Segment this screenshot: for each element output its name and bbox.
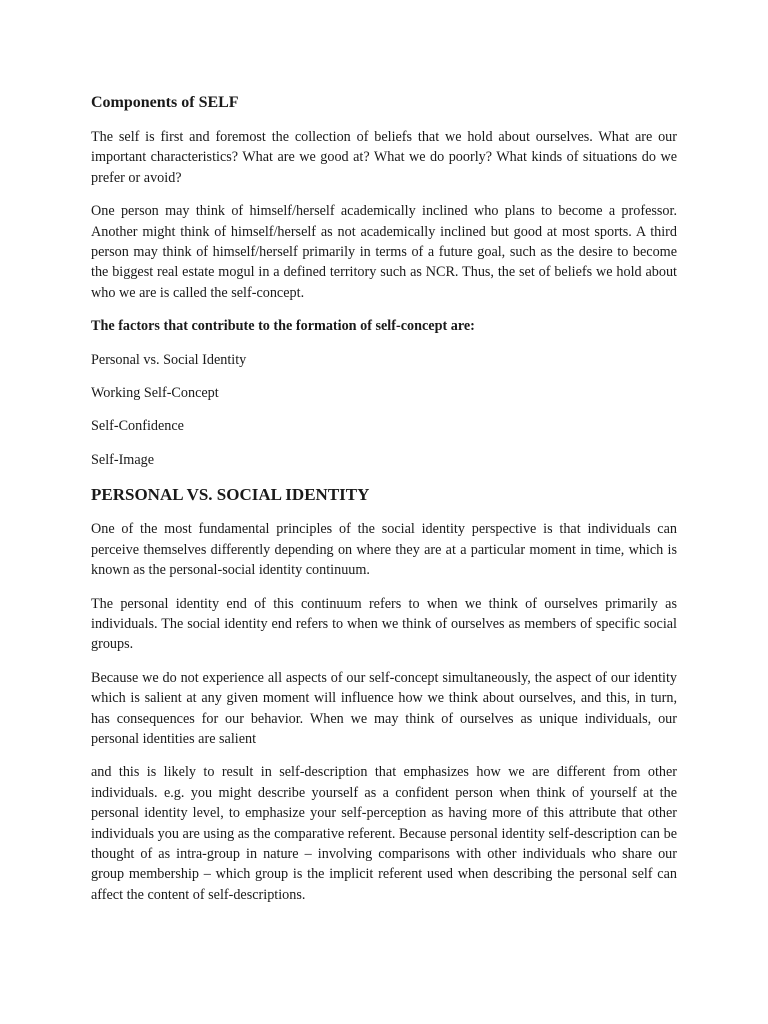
factor-item: Personal vs. Social Identity	[91, 351, 247, 368]
document-title: Components of SELF	[91, 94, 239, 111]
factors-heading: The factors that contribute to the formation of self-concept are:	[91, 318, 475, 335]
intro-paragraph: One person may think of himself/herself academically inclined who plans to become a professor. Another might think of himself/herself as not academically inclined but good at most sports. A third person may think of himself/herself primarily in terms of a future goal, such as the desire to become the biggest real estate mogul in a defined territory such as NCR. Thus, the set of beliefs we hold about who we are is called the self-concept.	[91, 203, 677, 301]
section-paragraph: Because we do not experience all aspects of our self-concept simultaneously, the aspect of our identity which is salient at any given moment will influence how we think about ourselves, and this, in turn, has consequences for our behavior. When we may think of ourselves as unique individuals, our personal identities are salient	[91, 669, 677, 747]
section-paragraph: and this is likely to result in self-description that emphasizes how we are different from other individuals. e.g. you might describe yourself as a confident person when think of yourself at the personal identity level, to emphasize your self-perception as having more of this attribute that other individuals you are using as the comparative referent. Because personal identity self-description can be thought of as intra-group in nature – involving comparisons with other individuals who share our group membership – which group is the implicit referent used when describing the personal self can affect the content of self-descriptions.	[91, 764, 677, 903]
section-paragraph: The personal identity end of this continuum refers to when we think of ourselves primarily as individuals. The social identity end refers to when we think of ourselves as members of specific social groups.	[91, 595, 677, 653]
factor-item: Self-Image	[91, 451, 155, 468]
factor-item: Working Self-Concept	[91, 385, 219, 402]
section-paragraph: One of the most fundamental principles of the social identity perspective is that individuals can perceive themselves differently depending on where they are at a particular moment in time, which is known as the personal-social identity continuum.	[91, 521, 677, 579]
section-title: PERSONAL VS. SOCIAL IDENTITY	[91, 485, 370, 505]
intro-paragraph: The self is first and foremost the collection of beliefs that we hold about ourselves. What are our important characteristics? What are we good at? What we do poorly? What kinds of situations do we prefer or avoid?	[91, 129, 677, 186]
factor-item: Self-Confidence	[91, 418, 184, 435]
document-page	[91, 92, 677, 918]
